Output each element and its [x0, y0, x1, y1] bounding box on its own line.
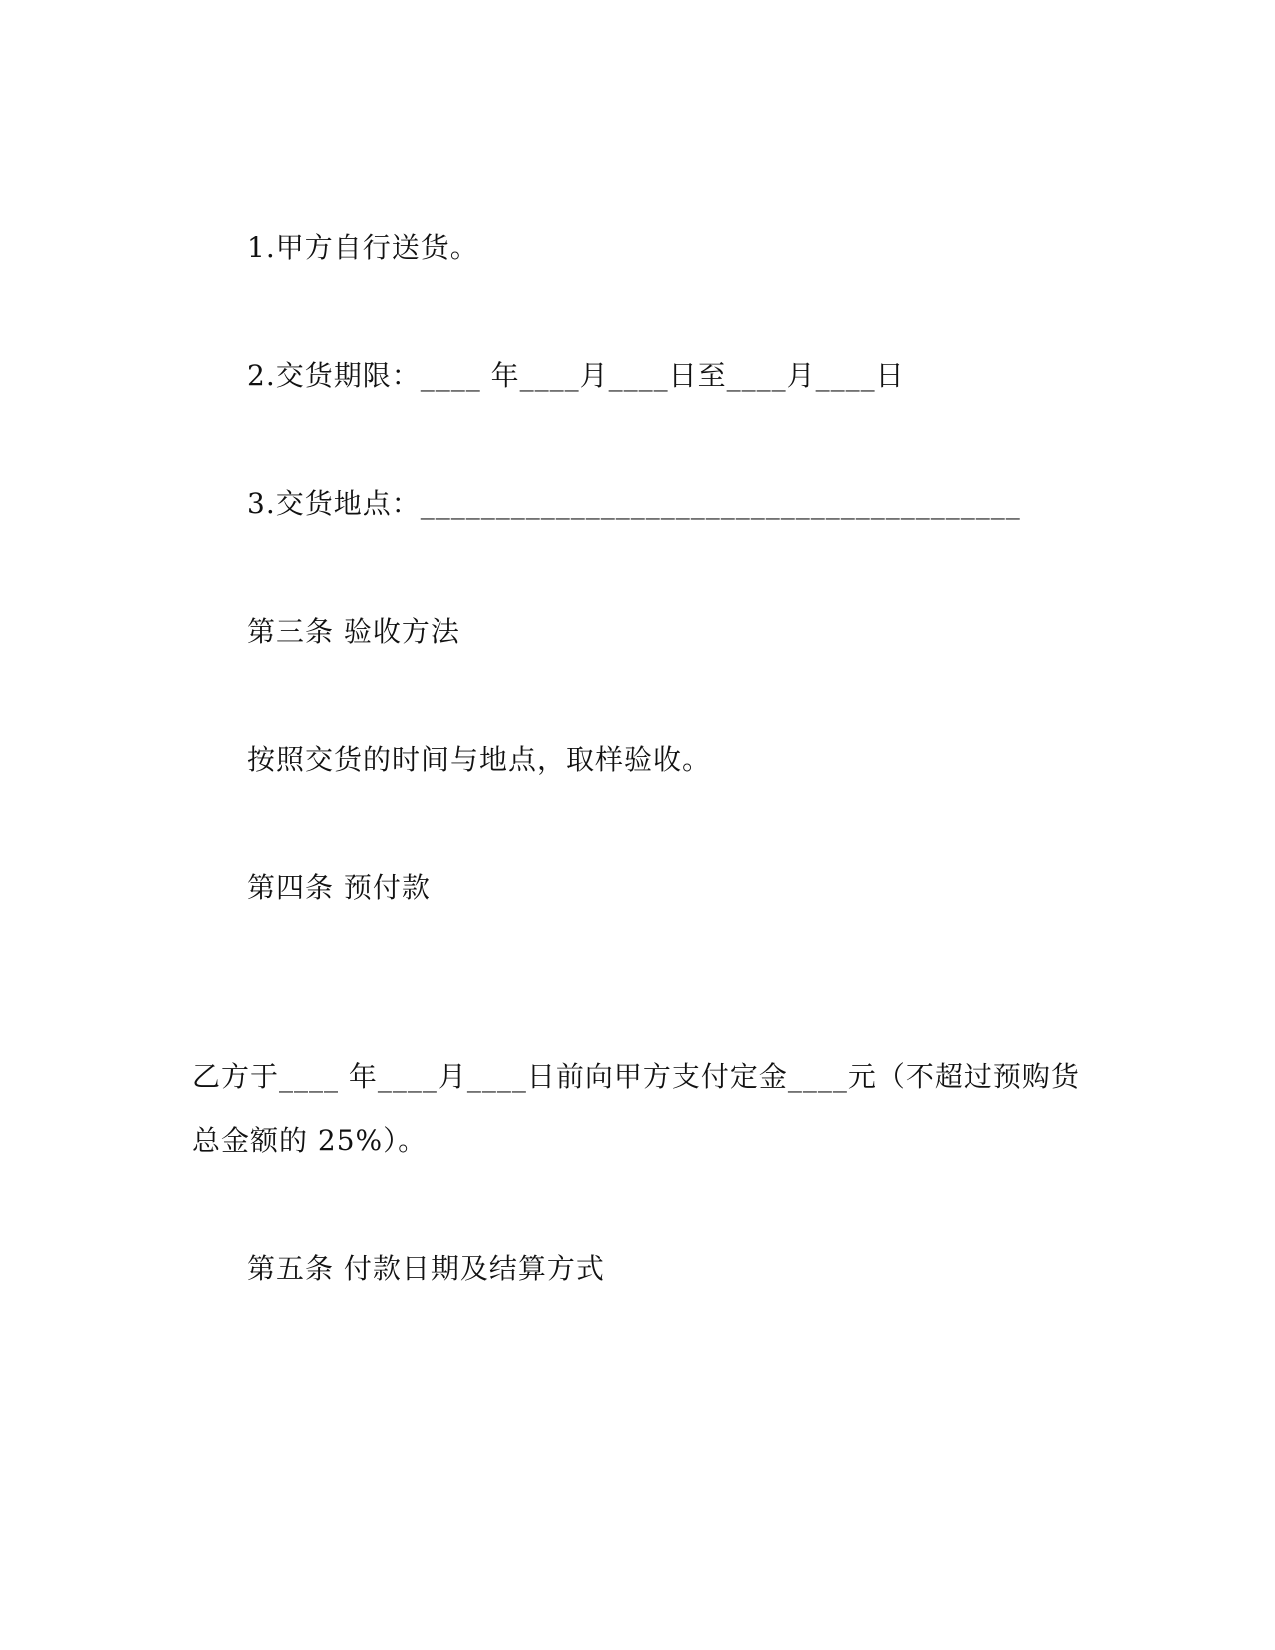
delivery-deadline-item: 2.交货期限：____ 年____月____日至____月____日: [247, 359, 905, 392]
article-three-heading: 第三条 验收方法: [247, 615, 460, 648]
prepayment-text-line-2: 总金额的 25%）。: [192, 1124, 428, 1157]
article-four-heading: 第四条 预付款: [247, 871, 431, 904]
article-five-heading: 第五条 付款日期及结算方式: [247, 1252, 605, 1285]
inspection-method-text: 按照交货的时间与地点，取样验收。: [247, 743, 712, 776]
prepayment-text-line-1: 乙方于____ 年____月____日前向甲方支付定金____元（不超过预购货: [192, 1060, 1080, 1093]
delivery-location-item: 3.交货地点：________________________________________: [247, 487, 1021, 520]
delivery-method-item: 1.甲方自行送货。: [247, 231, 479, 264]
